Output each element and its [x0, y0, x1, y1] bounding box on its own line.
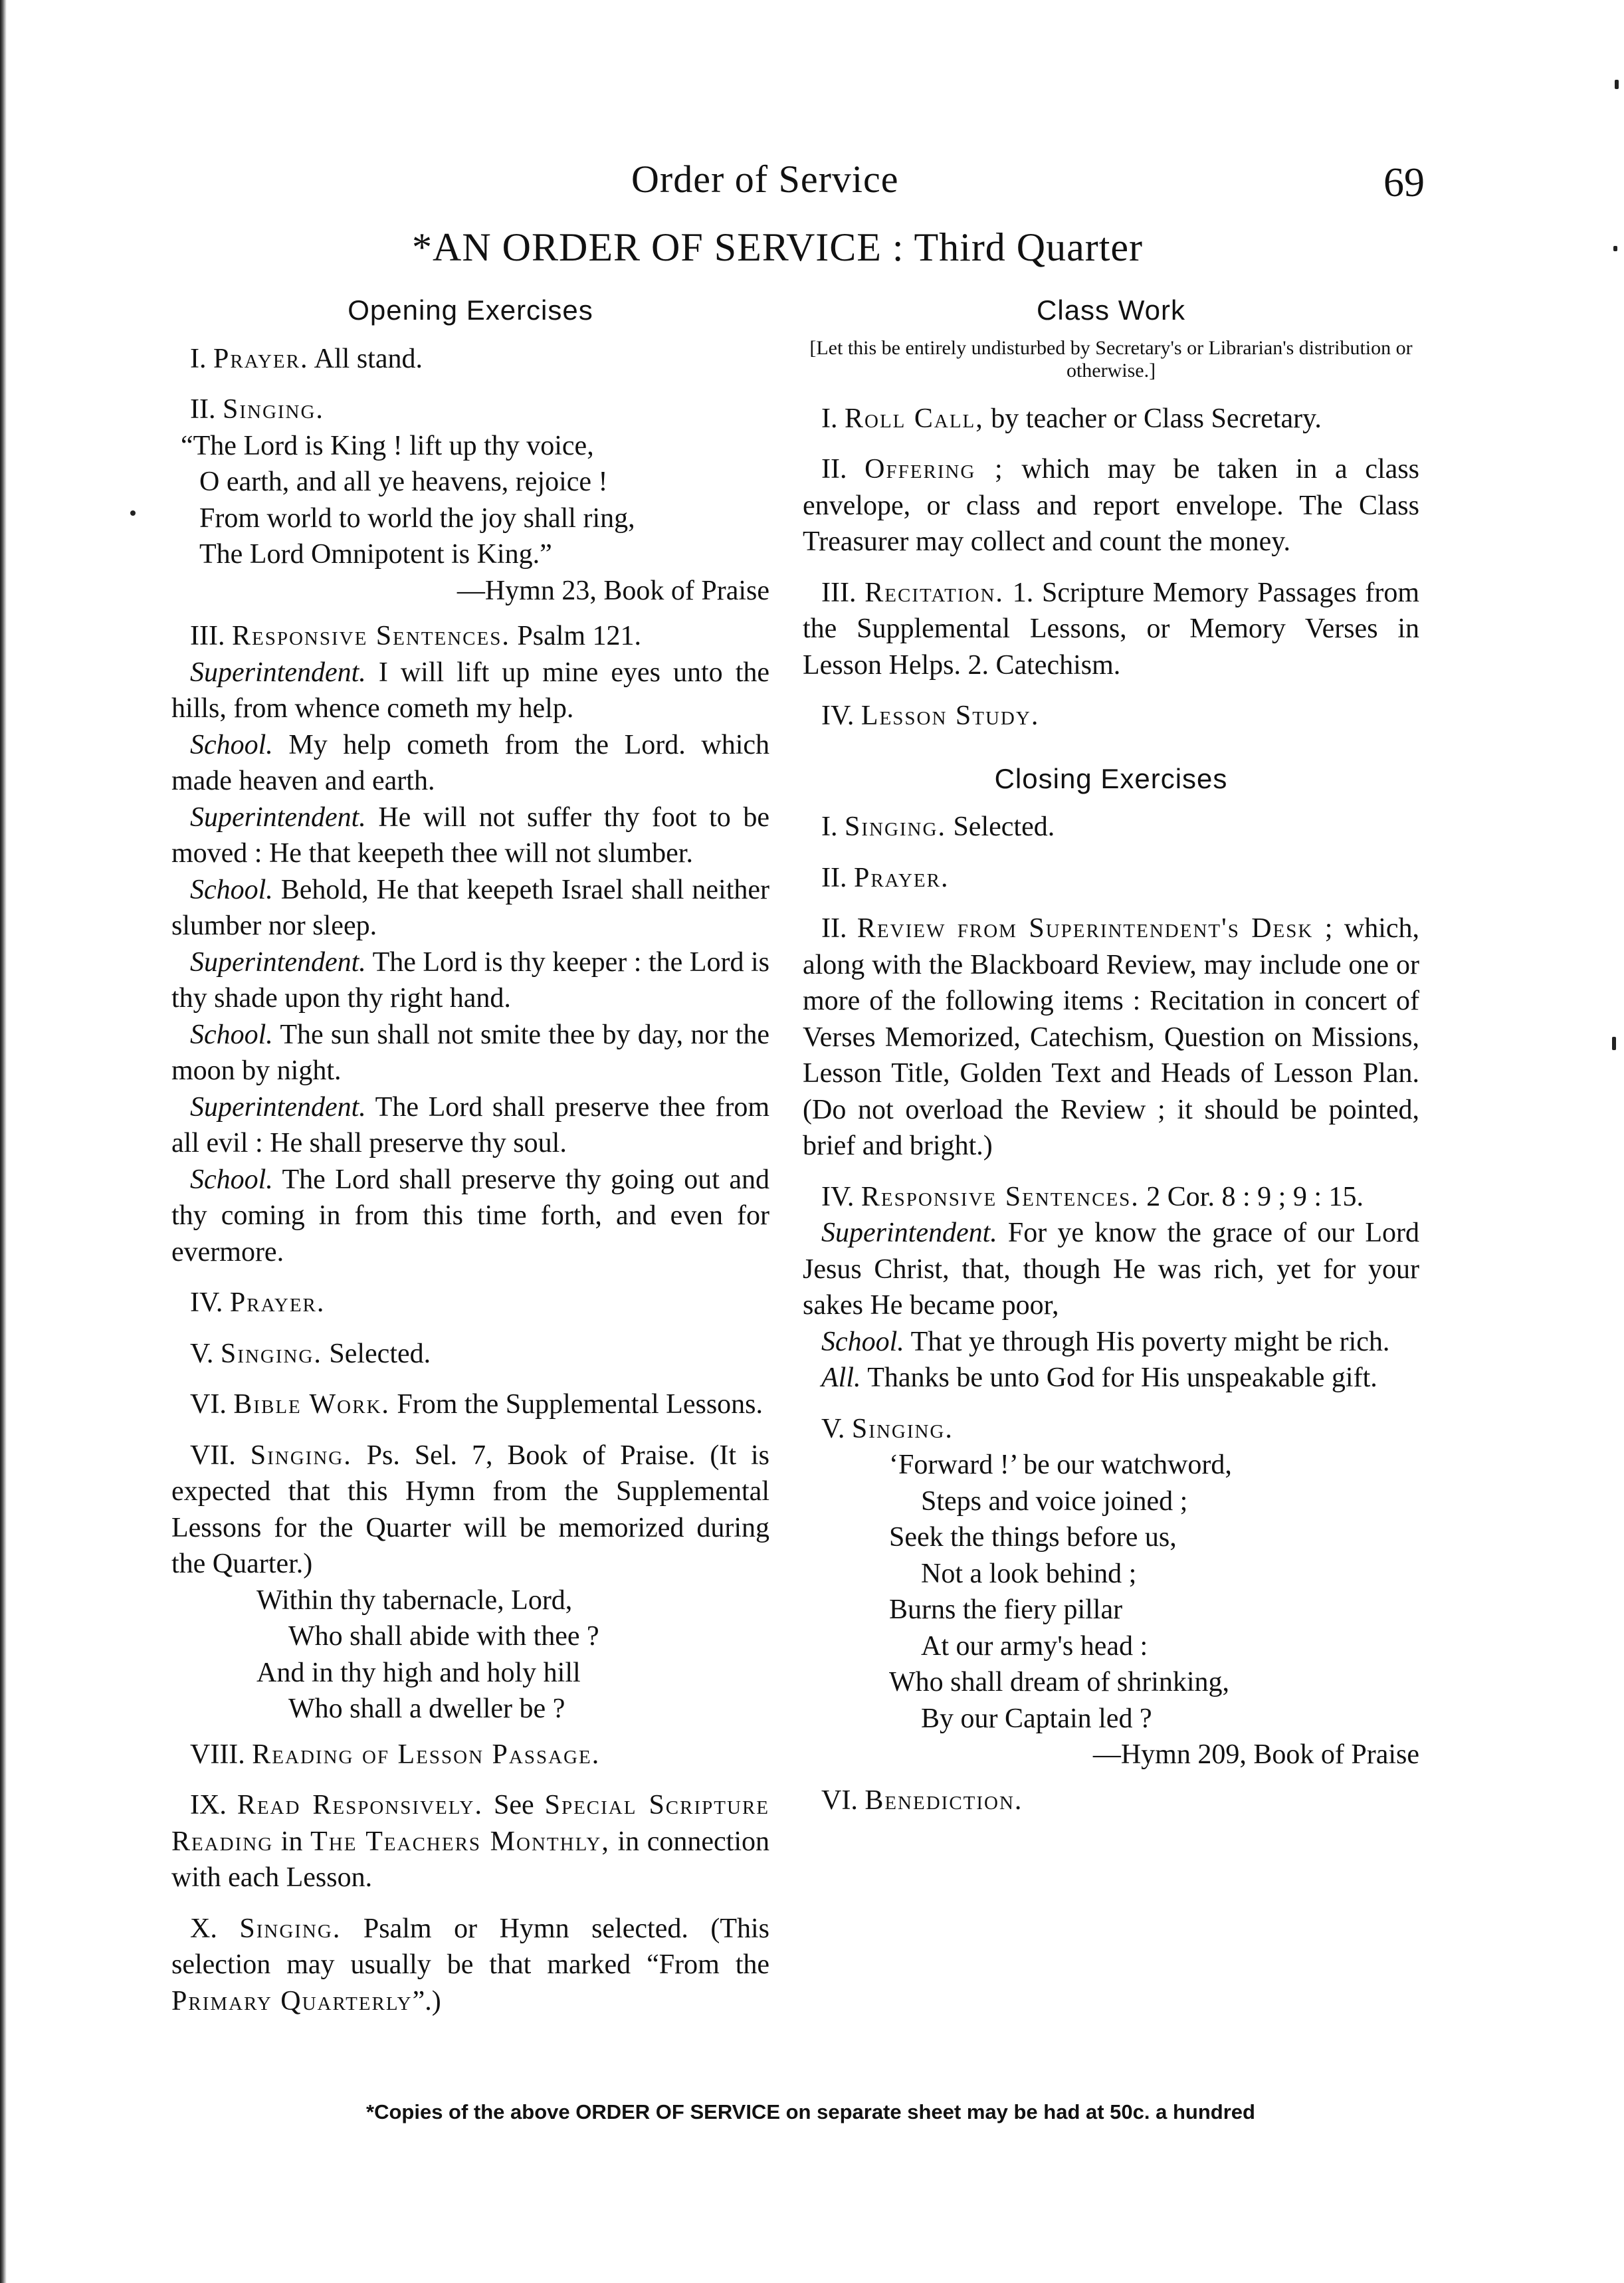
item-label: Read Responsively. [237, 1790, 483, 1820]
item-text: Selected. [329, 1338, 431, 1369]
responsive-sentence [171, 727, 769, 800]
item-text: in [280, 1826, 303, 1857]
responsive-sentence [171, 944, 769, 1017]
item-label: Responsive Sentences. [861, 1181, 1140, 1212]
verse-line: “The Lord is King ! lift up thy voice, [181, 430, 594, 461]
sentence-text: The Lord shall preserve thy going out and thy coming in from this time forth, and even for evermore. [171, 1164, 769, 1267]
item-text: From the Supplemental Lessons. [397, 1389, 763, 1420]
running-title: Order of Service [631, 158, 899, 201]
item-number: V. [821, 1413, 845, 1444]
opening-item-read-responsively [171, 1787, 769, 1896]
responsive-sentence [171, 872, 769, 944]
item-number: III. [190, 621, 225, 651]
item-number: VI. [821, 1785, 858, 1816]
verse-line: At our army's head : [921, 1630, 1148, 1662]
verse-line: Burns the fiery pillar [889, 1594, 1123, 1625]
item-number: V. [190, 1338, 214, 1369]
speaker: School. [190, 874, 273, 905]
item-number: X. [190, 1913, 217, 1944]
verse-line: ‘Forward !’ be our watchword, [889, 1450, 1232, 1480]
opening-item-bible-work [171, 1386, 769, 1423]
item-number: II. [821, 454, 847, 485]
class-work-note: [Let this be entirely undisturbed by Secretary's or Librarian's distribution or otherwise.] [809, 336, 1413, 381]
verse-line: Not a look behind ; [921, 1558, 1137, 1589]
closing-exercises-heading: Closing Exercises [994, 762, 1228, 794]
sentence-text: My help cometh from the Lord. which made heaven and earth. [171, 729, 770, 796]
item-number: IX. [190, 1790, 227, 1820]
item-label: Responsive Sentences. [231, 621, 510, 651]
opening-item-prayer [171, 341, 769, 378]
item-label: Prayer. [853, 862, 950, 893]
sentence-text: The Lord is thy keeper : the Lord is thy shade upon thy right hand. [171, 946, 769, 1014]
item-number: VIII. [190, 1739, 245, 1770]
verse-line: And in thy high and holy hill [256, 1657, 581, 1688]
hymn-verse [171, 428, 769, 609]
verse-line: By our Captain led ? [921, 1703, 1152, 1734]
scan-speck [1615, 80, 1619, 89]
verse-line: Seek the things before us, [889, 1522, 1177, 1553]
running-head [0, 157, 1624, 210]
sentence-text: Behold, He that keepeth Israel shall neither slumber nor sleep. [171, 874, 770, 941]
item-number: II. [190, 394, 216, 425]
speaker: Superintendent. [190, 657, 366, 688]
item-text: Psalm 121. [517, 621, 642, 651]
item-label: Singing. [250, 1440, 352, 1471]
item-text: which, along with the Blackboard Review, may include one or more of the following items : Recitation in concert of Verses Memorized, Catechism, Question on Missions, Lesson Title, Golden Text and Heads of Lesson Plan. (Do not overload the Review ; it should be pointed, brief and bright.) [803, 913, 1420, 1161]
closing-item-benediction [803, 1783, 1419, 1819]
item-number: IV. [821, 701, 855, 731]
item-text: by teacher or Class Secretary. [991, 403, 1322, 434]
left-column [171, 292, 769, 2034]
speaker: School. [821, 1326, 904, 1357]
item-number: I. [190, 343, 207, 374]
speaker: School. [190, 1164, 273, 1195]
item-text: 1. Scripture Memory Passages from the Supplemental Lessons, or Memory Verses in Lesson Helps. 2. Catechism. [803, 577, 1419, 681]
class-work-heading: Class Work [1037, 294, 1185, 326]
opening-item-singing [171, 391, 769, 428]
item-label: Benediction. [864, 1785, 1023, 1816]
opening-item-singing-3 [171, 1438, 769, 1582]
opening-item-singing-2 [171, 1336, 769, 1372]
speaker: School. [190, 1019, 273, 1050]
verse-line: Who shall dream of shrinking, [889, 1667, 1230, 1697]
closing-item-prayer [803, 860, 1419, 897]
closing-item-review [803, 911, 1419, 1164]
class-item-roll-call [803, 401, 1419, 437]
responsive-sentence [803, 1360, 1419, 1396]
responsive-sentence [171, 800, 769, 872]
item-number: IV. [821, 1181, 855, 1212]
sentence-text: That ye through His poverty might be rich. [910, 1326, 1390, 1357]
speaker: Superintendent. [190, 802, 366, 833]
responsive-sentence [171, 1162, 769, 1271]
responsive-sentence [171, 1089, 769, 1162]
item-number: II. [821, 913, 847, 944]
item-text: All stand. [314, 343, 423, 374]
sentence-text: The sun shall not smite thee by day, nor the moon by night. [171, 1019, 769, 1086]
item-label: Prayer. [229, 1287, 326, 1318]
item-label: Singing. [222, 394, 324, 425]
sentence-text: I will lift up mine eyes unto the hills, from whence cometh my help. [171, 657, 770, 724]
responsive-sentence [171, 655, 769, 727]
scan-speck [1612, 1037, 1616, 1050]
hymn-attribution: —Hymn 23, Book of Praise [457, 575, 769, 606]
scan-edge-shadow [0, 0, 7, 2283]
item-label: Singing. [851, 1413, 954, 1444]
responsive-sentence [803, 1215, 1419, 1324]
item-label: Offering ; [864, 454, 1004, 485]
closing-item-responsive [803, 1179, 1419, 1216]
opening-item-responsive [171, 618, 769, 655]
verse-line: Within thy tabernacle, Lord, [256, 1584, 573, 1616]
speaker: Superintendent. [821, 1218, 997, 1248]
item-text: in connection with each Lesson. [171, 1826, 770, 1893]
psalm-verse [171, 1582, 769, 1727]
song-attribution: —Hymn 209, Book of Praise [1092, 1739, 1419, 1770]
sentence-text: For ye know the grace of our Lord Jesus Christ, that, though He was rich, yet for your sakes He became poor, [803, 1218, 1420, 1321]
item-text: ”.) [412, 1985, 441, 2016]
scan-speck [130, 510, 136, 516]
footnote: *Copies of the above ORDER OF SERVICE on separate sheet may be had at 50c. a hundred [366, 2100, 1255, 2123]
page-number: 69 [1383, 160, 1425, 205]
item-text: See [493, 1790, 534, 1820]
closing-item-singing-2 [803, 1411, 1419, 1448]
closing-item-singing [803, 809, 1419, 845]
item-label: Recitation. [864, 577, 1004, 608]
item-label: Reading of Lesson Passage. [252, 1739, 601, 1770]
verse-line: The Lord Omnipotent is King.” [199, 539, 552, 570]
responsive-sentence [803, 1324, 1419, 1360]
responsive-sentence [171, 1017, 769, 1089]
sentence-text: Thanks be unto God for His unspeakable gift. [867, 1362, 1377, 1393]
scan-speck [1613, 246, 1617, 251]
item-text: 2 Cor. 8 : 9 ; 9 : 15. [1146, 1181, 1364, 1212]
verse-line: Steps and voice joined ; [921, 1485, 1188, 1517]
item-reference: Special Scripture Reading [171, 1790, 769, 1857]
verse-line: From world to world the joy shall ring, [199, 502, 635, 534]
song-verse [803, 1447, 1419, 1773]
item-number: VII. [190, 1440, 236, 1471]
verse-line: O earth, and all ye heavens, rejoice ! [199, 467, 608, 497]
item-label: Roll Call, [845, 403, 984, 434]
item-number: I. [821, 403, 838, 434]
item-label: Review from Superintendent's Desk ; [857, 913, 1334, 944]
item-label: Singing. [239, 1913, 342, 1944]
item-text: which may be taken in a class envelope, or class and report envelope. The Class Treasurer may collect and count the money. [803, 454, 1420, 557]
item-reference: Primary Quarterly [171, 1985, 413, 2016]
item-label: Singing. [220, 1338, 322, 1369]
item-reference: The Teachers Monthly, [310, 1826, 610, 1857]
opening-item-singing-4 [171, 1911, 769, 2020]
opening-exercises-heading: Opening Exercises [348, 294, 593, 326]
speaker: Superintendent. [190, 946, 366, 978]
class-item-lesson-study [803, 698, 1419, 734]
item-number: II. [821, 862, 847, 893]
item-number: VI. [190, 1389, 227, 1420]
speaker: School. [190, 729, 273, 760]
verse-line: Who shall a dweller be ? [288, 1693, 565, 1724]
opening-item-reading [171, 1737, 769, 1773]
item-text: Psalm or Hymn selected. (This selection may usually be that marked “From the [171, 1913, 770, 1980]
item-number: I. [821, 812, 838, 842]
class-item-recitation [803, 575, 1419, 684]
sentence-text: He will not suffer thy foot to be moved : He that keepeth thee will not slumber. [171, 802, 769, 869]
verse-line: Who shall abide with thee ? [288, 1621, 599, 1652]
class-item-offering [803, 451, 1419, 560]
item-label: Prayer. [213, 343, 309, 374]
opening-item-prayer-2 [171, 1285, 769, 1321]
item-text: Selected. [953, 812, 1055, 842]
sentence-text: The Lord shall preserve thee from all evil : He shall preserve thy soul. [171, 1091, 769, 1158]
item-label: Singing. [845, 812, 946, 842]
item-text: Ps. Sel. 7, Book of Praise. (It is expected that this Hymn from the Supplemental Lessons for the Quarter will be memorized during the Quarter.) [171, 1440, 770, 1579]
speaker: Superintendent. [190, 1091, 366, 1123]
right-column [803, 292, 1419, 1833]
item-label: Lesson Study. [861, 701, 1040, 731]
speaker: All. [821, 1362, 861, 1393]
page-title: *AN ORDER OF SERVICE : Third Quarter [412, 225, 1144, 269]
item-number: IV. [190, 1287, 223, 1318]
item-label: Bible Work. [233, 1389, 390, 1420]
item-number: III. [821, 577, 857, 608]
